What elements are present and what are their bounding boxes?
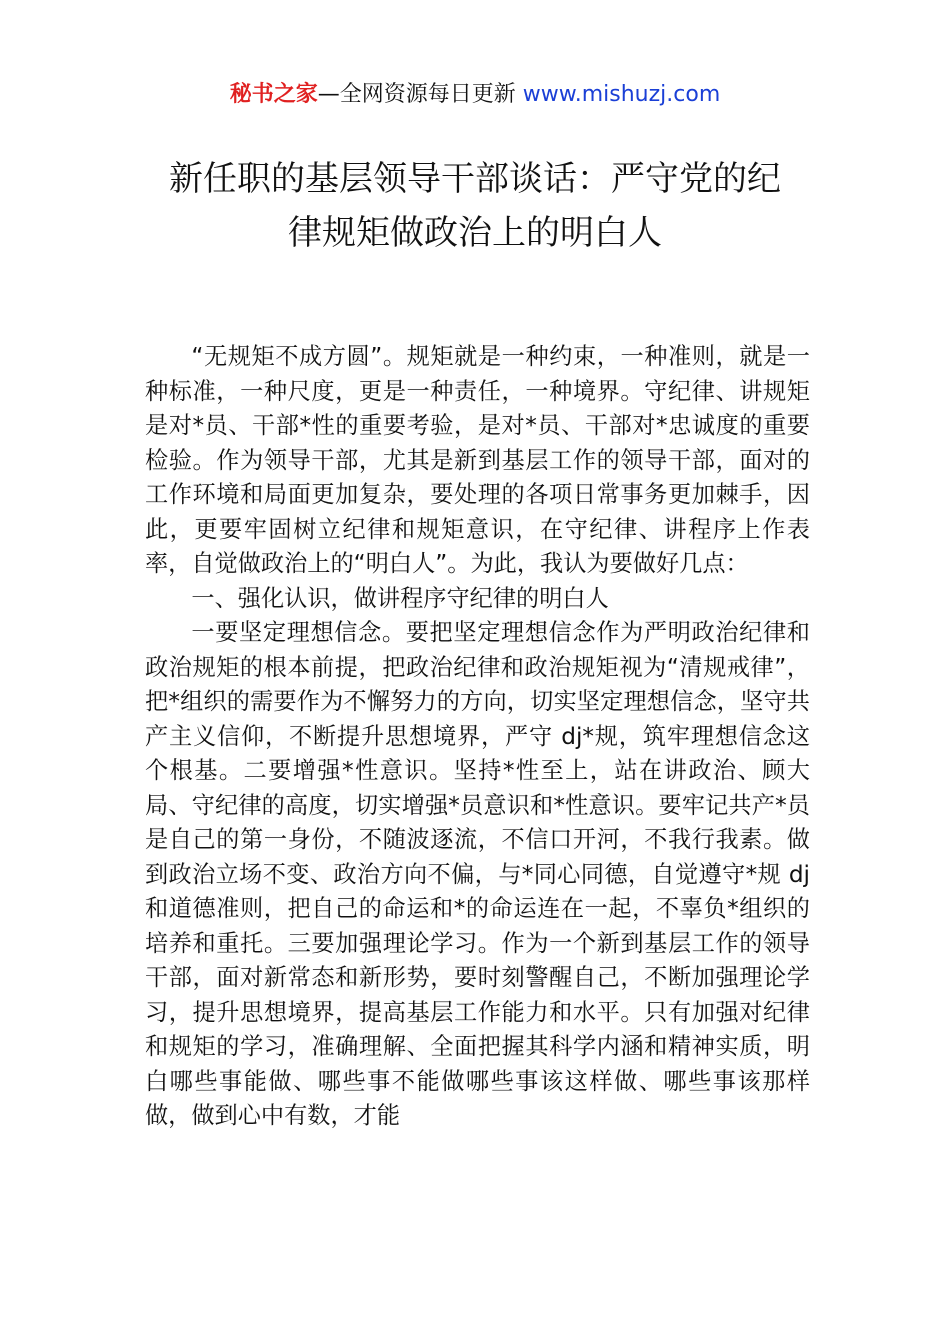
header-tagline: —全网资源每日更新	[317, 82, 523, 107]
paragraph-section-1: 一要坚定理想信念。要把坚定理想信念作为严明政治纪律和政治规矩的根本前提，把政治纪律和政治规矩视为“清规戒律”，把*组织的需要作为不懈努力的方向，切实坚定理想信念，坚守共产主义信仰，不断提升思想境界，严守 dj*规，筑牢理想信念这个根基。二要增强*性意识。坚持*性至上，站在讲政治、顾大局、守纪律的高度，切实增强*员意识和*性意识。要牢记共产*员是自己的第一身份，不随波逐流，不信口开河，不我行我素。做到政治立场不变、政治方向不偏，与*同心同德，自觉遵守*规 dj 和道德准则，把自己的命运和*的命运连在一起，不辜负*组织的培养和重托。三要加强理论学习。作为一个新到基层工作的领导干部，面对新常态和新形势，要时刻警醒自己，不断加强理论学习，提升思想境界，提高基层工作能力和水平。只有加强对纪律和规矩的学习，准确理解、全面把握其科学内涵和精神实质，明白哪些事能做、哪些事不能做哪些事该这样做、哪些事该那样做，做到心中有数，才能	[145, 619, 810, 1129]
site-header	[0, 80, 950, 110]
site-url-link[interactable]: www.mishuzj.com	[522, 82, 721, 107]
brand-name: 秘书之家	[229, 82, 318, 107]
title-line-1: 新任职的基层领导干部谈话：严守党的纪	[169, 159, 781, 199]
title-line-2: 律规矩做政治上的明白人	[288, 213, 662, 253]
section-heading-1: 一、强化认识，做讲程序守纪律的明白人	[191, 584, 609, 612]
paragraph-intro: “无规矩不成方圆”。规矩就是一种约束，一种准则，就是一种标准，一种尺度，更是一种责任，一种境界。守纪律、讲规矩是对*员、干部*性的重要考验，是对*员、干部对*忠诚度的重要检验。作为领导干部，尤其是新到基层工作的领导干部，面对的工作环境和局面更加复杂，要处理的各项日常事务更加棘手，因此，更要牢固树立纪律和规矩意识，在守纪律、讲程序上作表率，自觉做政治上的“明白人”。为此，我认为要做好几点：	[145, 343, 810, 577]
document-title	[60, 152, 890, 260]
document-body	[145, 340, 810, 1134]
